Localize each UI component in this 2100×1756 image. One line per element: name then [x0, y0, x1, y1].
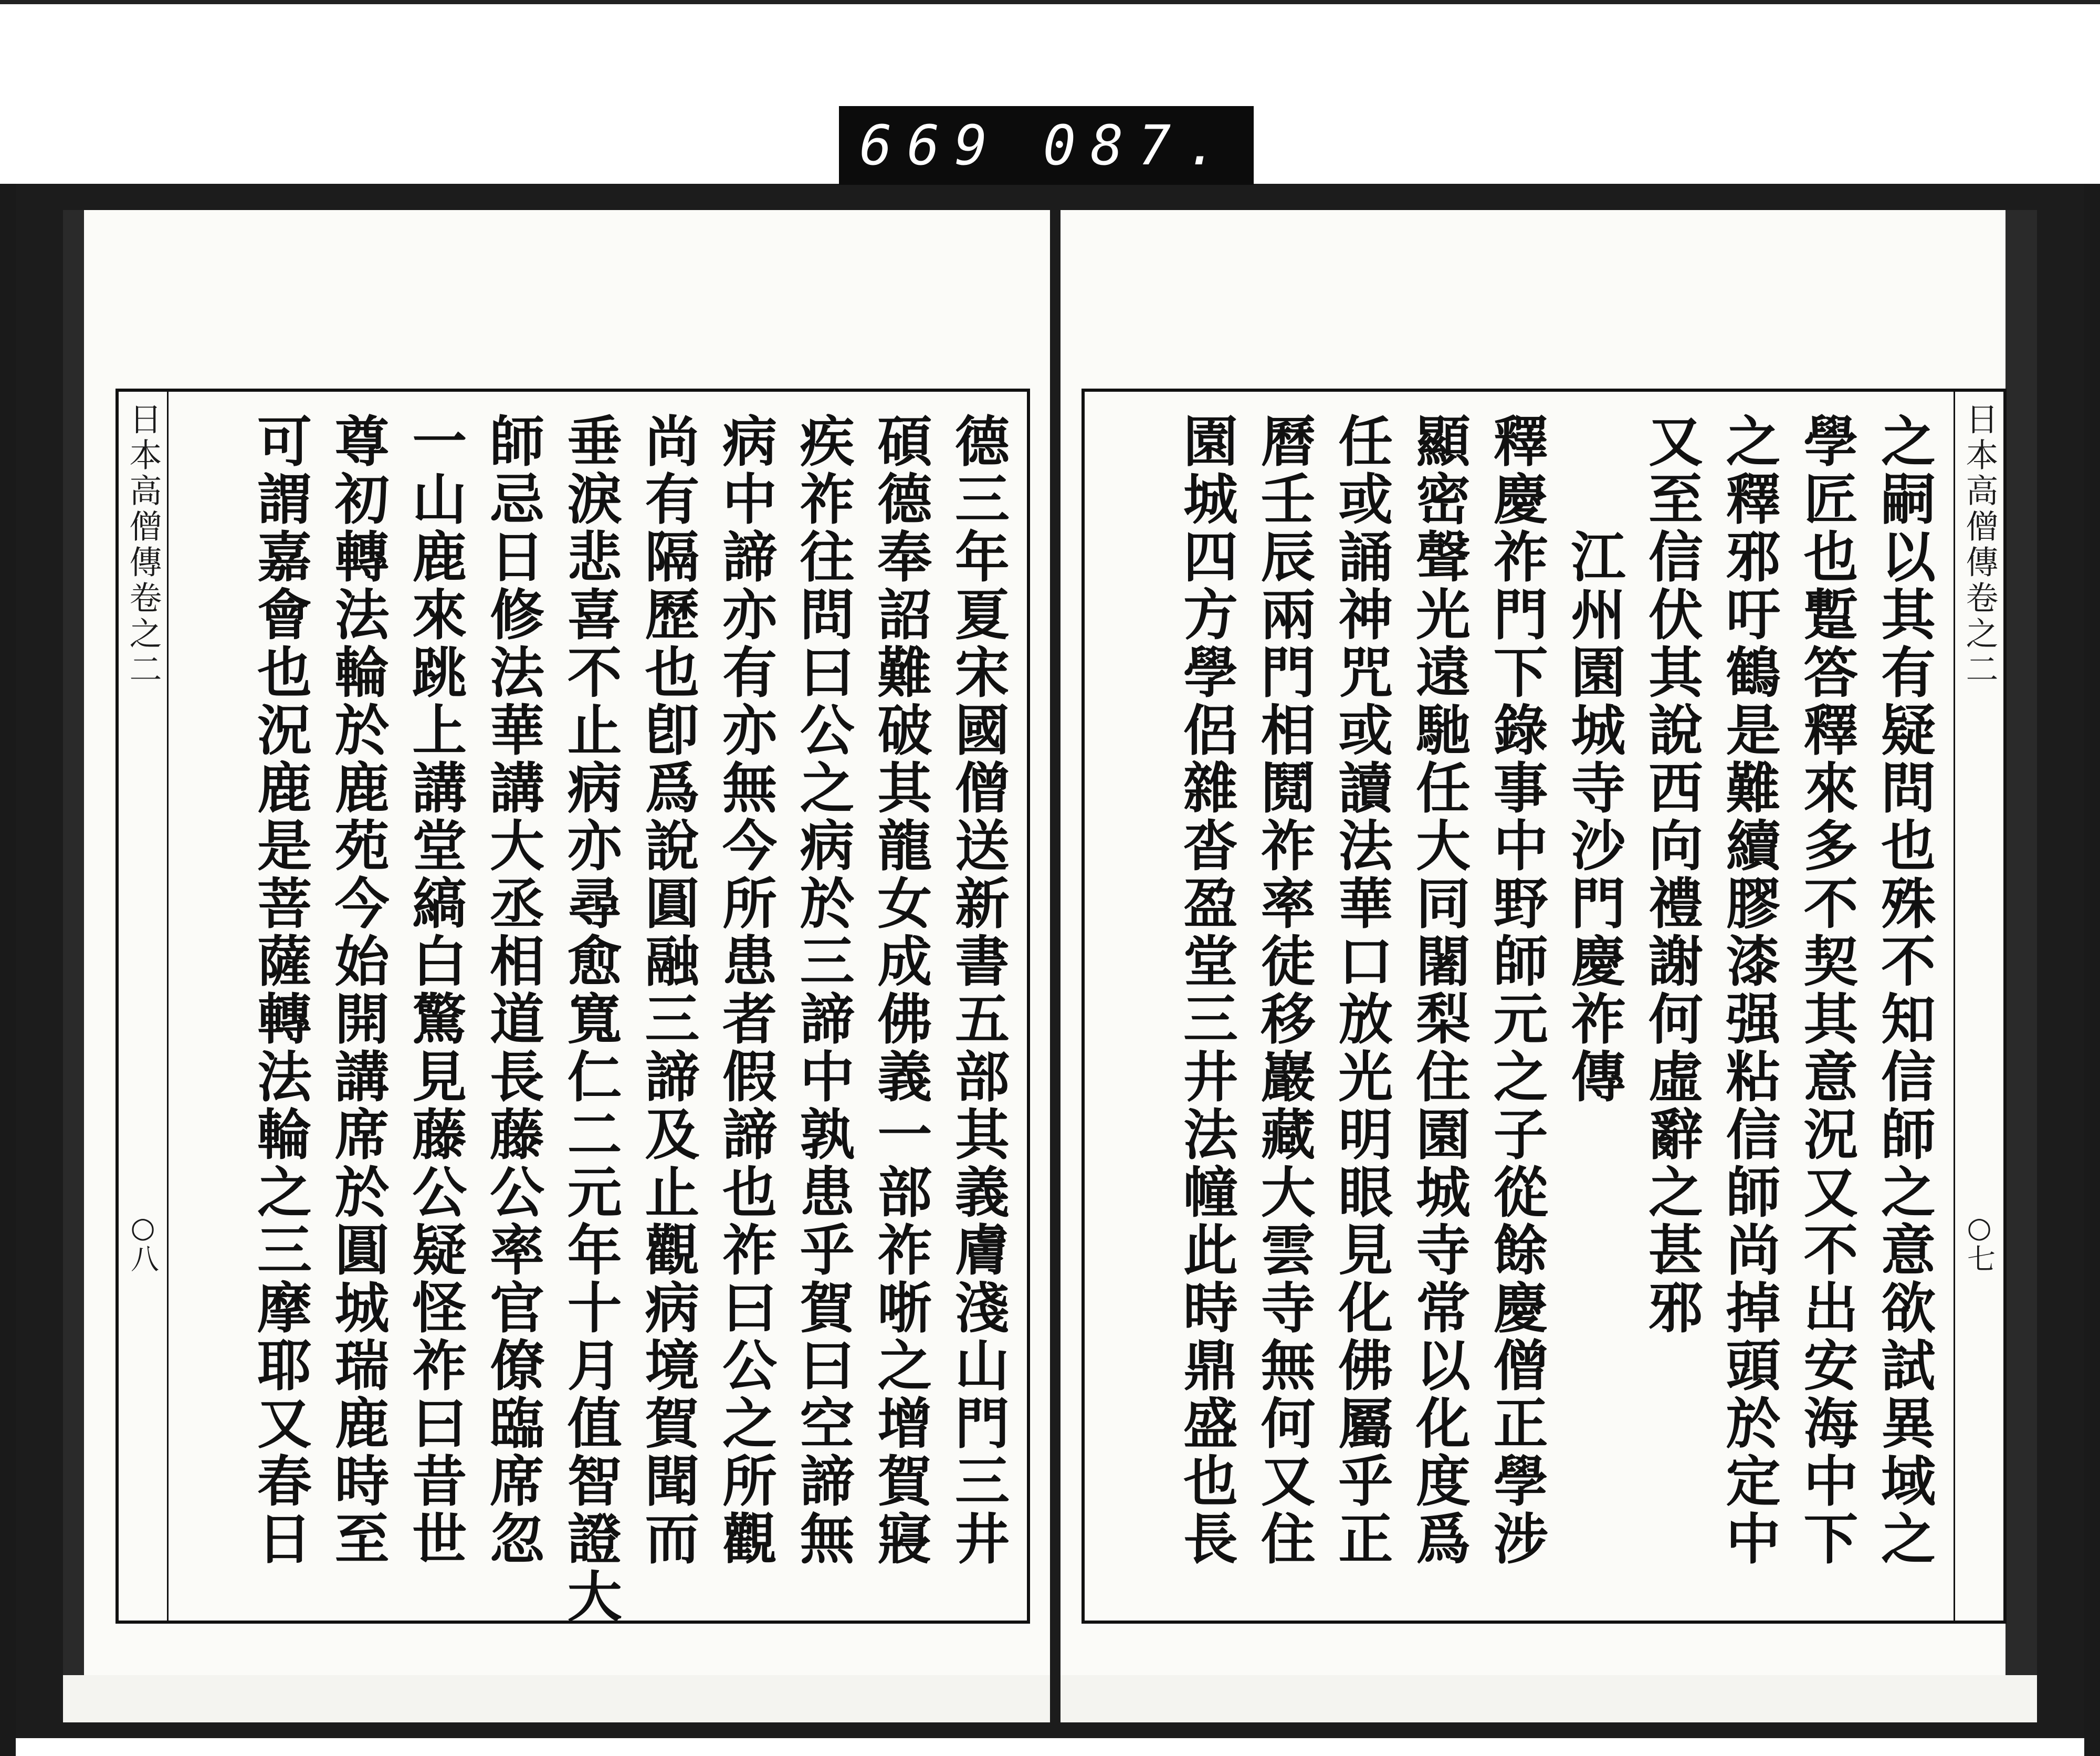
text-column: 任或誦神咒或讀法華口放光明眼見化佛屬乎正 [1329, 413, 1394, 1568]
text-column: 病中諦亦有亦無今所患者假諦也祚曰公之所觀 [712, 413, 778, 1568]
right-page [1060, 210, 2037, 1722]
text-column: 之釋邪吁鶴是難續膠漆强粘信師尚掉頭於定中 [1716, 413, 1781, 1568]
text-column: 又至信伏其說西向禮謝何虛辭之甚邪 [1639, 413, 1704, 1337]
text-column: 德三年夏宋國僧送新書五部其義膚淺山門三井 [946, 413, 1010, 1568]
section-heading: 江州園城寺沙門慶祚傳 [1561, 528, 1626, 1106]
right-page-margin [1954, 392, 2003, 1621]
right-page-edge-shadow [2006, 210, 2037, 1722]
text-column: 疾祚往問曰公之病於三諦中孰患乎賀曰空諦無 [790, 413, 855, 1568]
text-column: 可謂嘉會也況鹿是菩薩轉法輪之三摩耶又春日 [247, 413, 312, 1568]
text-column: 師忌日修法華講大丞相道長藤公率官僚臨席忽 [480, 413, 545, 1568]
text-column: 垂淚悲喜不止病亦尋愈寬仁二元年十月值智證大 [558, 413, 623, 1626]
left-page [63, 210, 1050, 1722]
left-text-columns [169, 392, 1027, 1626]
text-column: 曆壬辰兩門相鬩祚率徒移巖藏大雲寺無何又住 [1251, 413, 1316, 1568]
left-page-margin [119, 392, 169, 1621]
frame-page-number: 087. [1043, 113, 1234, 177]
left-page-bottom-margin [63, 1675, 1050, 1722]
text-column: 尊初轉法輪於鹿苑今始開講席於圓城瑞鹿時至 [325, 413, 390, 1568]
text-column: 顯密聲光遠馳任大同闍梨住園城寺常以化度爲 [1406, 413, 1471, 1568]
frame-reel-number: 669 [859, 113, 1002, 177]
text-column: 學匠也蹔答釋來多不契其意況又不出安海中下 [1794, 413, 1859, 1568]
text-column: 園城四方學侶雜沓盈堂三井法幢此時鼎盛也長 [1173, 413, 1238, 1568]
text-column: 尚有隔歷也卽爲說圓融三諦及止觀病境賀聞而 [635, 413, 700, 1568]
right-margin-title: 日本高僧傳卷之二 [1960, 402, 1999, 688]
right-folio-number: ○七 [1962, 1211, 1996, 1272]
text-column: 一山鹿來跳上講堂縞白驚見藤公疑怪祚曰昔世 [403, 413, 468, 1568]
text-column: 碩德奉詔難破其龍女成佛義一部祚哳之增賀寢 [868, 413, 933, 1568]
scan-left-edge [0, 184, 16, 1756]
scan-right-edge [2084, 184, 2100, 1756]
left-page-binding-shadow [63, 210, 84, 1722]
right-text-columns [1085, 392, 1953, 1621]
right-text-block [1082, 389, 2007, 1624]
left-folio-number: ○八 [126, 1211, 160, 1272]
text-column: 釋慶祚門下錄事中野師元之子從餘慶僧正學涉 [1484, 413, 1549, 1568]
right-page-bottom-margin [1060, 1675, 2037, 1722]
left-text-block [116, 389, 1030, 1624]
microfilm-frame-label [839, 106, 1254, 185]
text-column: 之嗣以其有疑問也殊不知信師之意欲試異域之 [1872, 413, 1936, 1568]
left-margin-title: 日本高僧傳卷之二 [124, 402, 162, 688]
scan-top-edge [0, 0, 2100, 4]
